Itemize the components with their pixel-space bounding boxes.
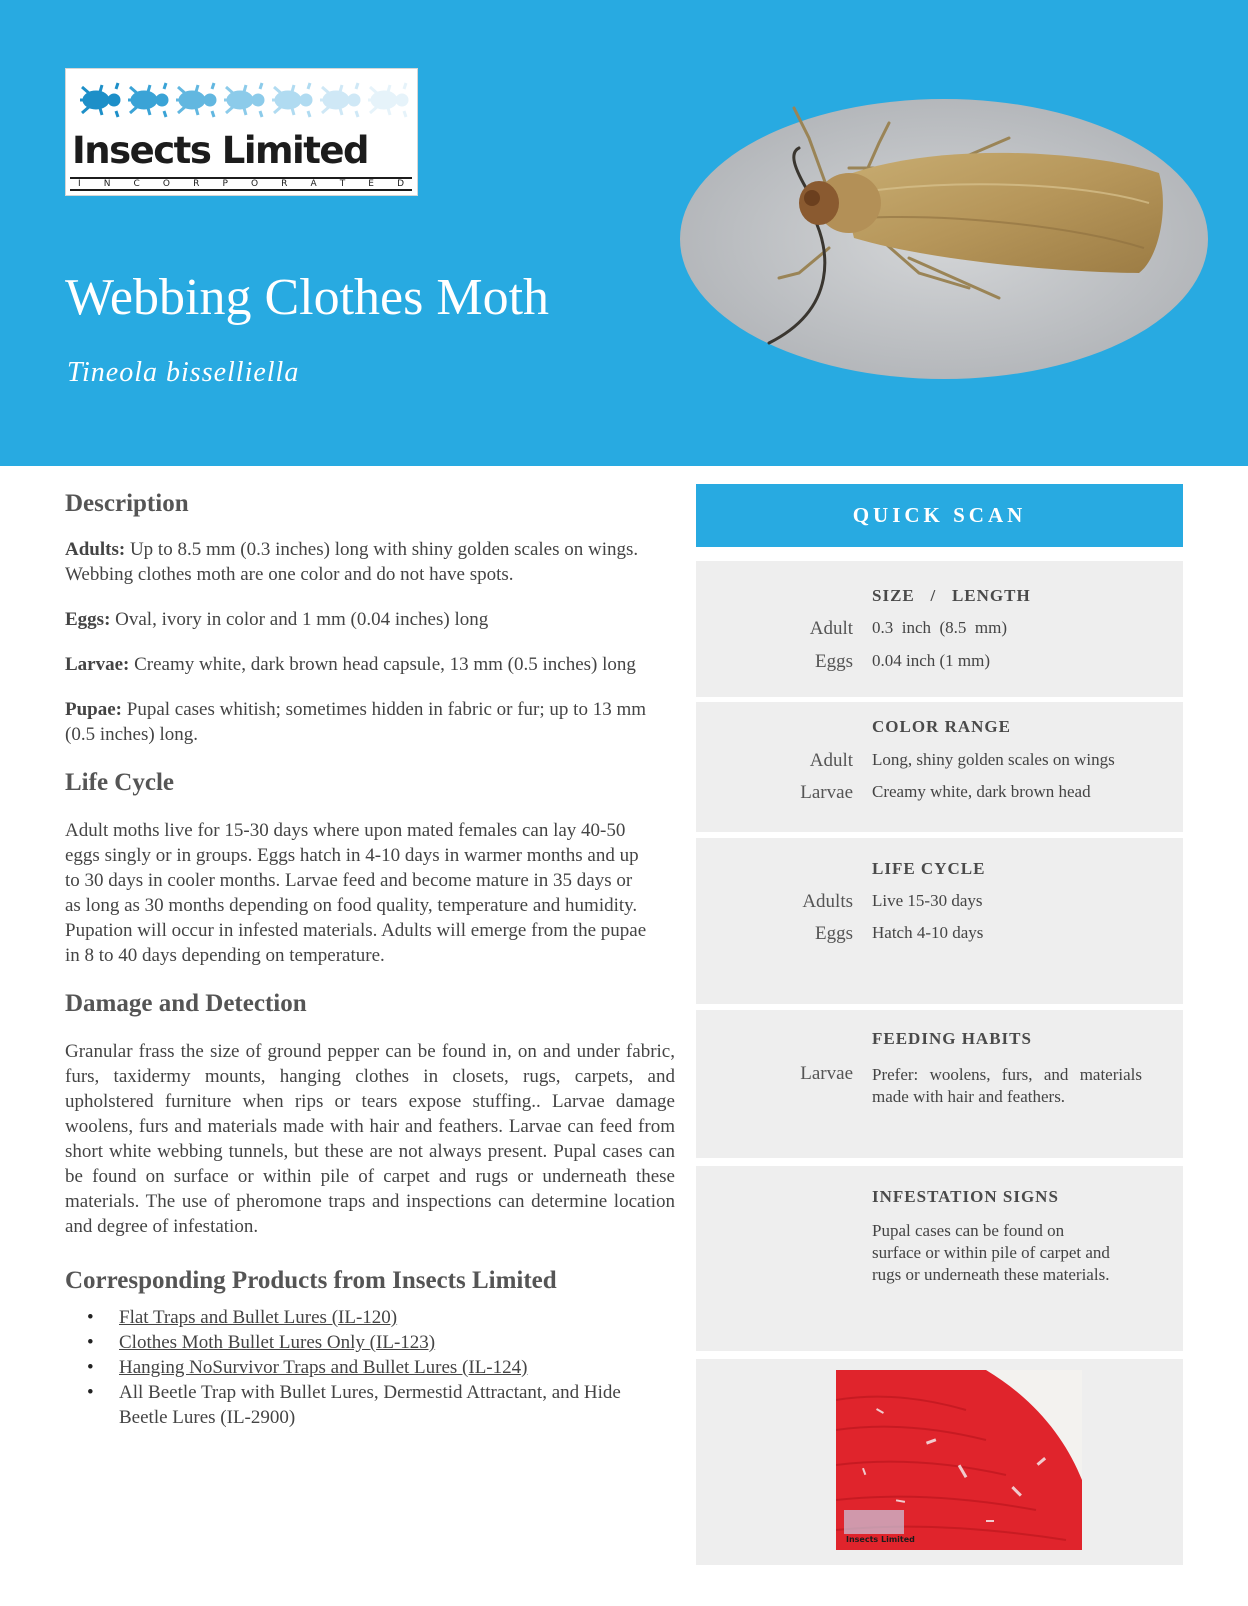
feeding-larvae-value: Prefer: woolens, furs, and materials made with hair and feathers. — [872, 1065, 1142, 1106]
product-link-il-124[interactable]: • Hanging NoSurvivor Traps and Bullet Lures (IL-124) — [65, 1355, 655, 1380]
larvae-text: Creamy white, dark brown head capsule, 13 mm (0.5 inches) long — [129, 654, 636, 675]
larvae-description — [65, 652, 675, 677]
life-cycle-qs-heading: LIFE CYCLE — [872, 859, 986, 878]
eggs-text: Oval, ivory in color and 1 mm (0.04 inches) long — [110, 609, 489, 630]
color-row-larvae — [696, 781, 1183, 807]
logo-letter: I — [78, 179, 81, 189]
color-larvae-label: Larvae — [800, 782, 853, 803]
main-content — [65, 482, 675, 1430]
pupae-label: Pupae: — [65, 699, 122, 720]
life-cycle-section — [696, 838, 1183, 1004]
size-eggs-value: 0.04 inch (1 mm) — [872, 651, 991, 670]
adults-label: Adults: — [65, 539, 126, 560]
life-row-eggs — [696, 922, 1183, 948]
life-row-adults — [696, 890, 1183, 916]
logo-letter: T — [339, 179, 346, 189]
logo-letter: O — [162, 179, 171, 189]
size-heading: SIZE / LENGTH — [872, 586, 1031, 605]
adults-description — [65, 537, 675, 587]
feeding-section — [696, 1010, 1183, 1158]
size-row-eggs — [696, 650, 1183, 676]
life-cycle-text: Adult moths live for 15-30 days where upon mated females can lay 40-50 eggs singly or in groups. Eggs hatch in 4-10 days in warmer months and up to 30 days in cooler months. Larvae feed and become mature in 35 days or as long as 30 months depending on food quality, temperature and humidity. Pupation will occur in infested materials. Adults will emerge from the pupae in 8 to 40 days depending on temperature. — [65, 820, 647, 966]
size-adult-value: 0.3 inch (8.5 mm) — [872, 618, 1008, 637]
size-adult-label: Adult — [809, 618, 853, 639]
damage-text: Granular frass the size of ground pepper can be found in, on and under fabric, furs, taxidermy mounts, hanging clothes in closets, rugs, carpets, and upholstered furniture when rips or tears expose stuffing.. Larvae damage woolens, furs and materials made with hair and feathers. Larvae can feed from short white webbing tunnels, but these are not always present. Pupal cases can be found on surface or within pile of carpet and rugs or underneath these materials. The use of pheromone traps and inspections can determine location and degree of infestation. — [65, 1041, 675, 1237]
feeding-heading: FEEDING HABITS — [872, 1029, 1032, 1048]
description-heading: Description — [65, 490, 189, 517]
pupae-description — [65, 697, 675, 747]
feeding-row-larvae — [696, 1062, 1183, 1142]
eggs-description — [65, 607, 675, 632]
infestation-section — [696, 1166, 1183, 1351]
page-title: Webbing Clothes Moth — [65, 269, 550, 326]
color-heading: COLOR RANGE — [872, 717, 1011, 736]
logo-subtitle — [70, 177, 412, 191]
size-row-adult — [696, 617, 1183, 643]
life-eggs-value: Hatch 4-10 days — [872, 923, 984, 942]
logo-wordmark: Insects Limited — [72, 129, 369, 172]
header-banner — [0, 0, 1248, 466]
adults-text: Up to 8.5 mm (0.3 inches) long with shiny golden scales on wings. Webbing clothes moth are one color and do not have spots. — [65, 539, 639, 585]
photo-watermark: Insects Limited — [846, 1535, 915, 1544]
life-eggs-label: Eggs — [815, 923, 853, 944]
logo-letter: N — [103, 179, 111, 189]
logo-letter: A — [310, 179, 317, 189]
products-list — [65, 1305, 655, 1430]
infestation-text: Pupal cases can be found on surface or within pile of carpet and rugs or underneath these materials. — [872, 1221, 1110, 1284]
logo-letter: C — [133, 179, 140, 189]
infestation-heading: INFESTATION SIGNS — [872, 1187, 1059, 1206]
feeding-larvae-label: Larvae — [800, 1063, 853, 1084]
color-adult-label: Adult — [809, 750, 853, 771]
scientific-name: Tineola bisselliella — [67, 357, 300, 388]
color-section — [696, 702, 1183, 832]
life-adults-label: Adults — [802, 891, 853, 912]
product-item-il-2900: • All Beetle Trap with Bullet Lures, Dermestid Attractant, and Hide Beetle Lures (IL-2900) — [65, 1380, 655, 1430]
color-adult-value: Long, shiny golden scales on wings — [872, 750, 1115, 769]
color-larvae-value: Creamy white, dark brown head — [872, 782, 1091, 801]
damage-heading: Damage and Detection — [65, 990, 307, 1017]
size-section — [696, 561, 1183, 697]
logo-letter: R — [193, 179, 200, 189]
life-cycle-heading: Life Cycle — [65, 769, 174, 796]
pupae-text: Pupal cases whitish; sometimes hidden in fabric or fur; up to 13 mm (0.5 inches) long. — [65, 699, 647, 745]
product-link-il-120[interactable]: • Flat Traps and Bullet Lures (IL-120) — [65, 1305, 655, 1330]
logo-letter: O — [250, 179, 259, 189]
products-heading: Corresponding Products from Insects Limited — [65, 1267, 557, 1294]
larvae-label: Larvae: — [65, 654, 130, 675]
size-eggs-label: Eggs — [815, 651, 853, 672]
company-logo — [65, 68, 418, 196]
color-row-adult — [696, 749, 1183, 775]
product-link-il-123[interactable]: • Clothes Moth Bullet Lures Only (IL-123) — [65, 1330, 655, 1355]
beetle-row-icon — [72, 77, 410, 123]
eggs-label: Eggs: — [65, 609, 111, 630]
logo-letter: R — [281, 179, 288, 189]
logo-letter: E — [368, 179, 374, 189]
logo-letter: D — [397, 179, 404, 189]
moth-photo — [679, 98, 1209, 380]
logo-letter: P — [222, 179, 228, 189]
damaged-carpet-photo — [836, 1370, 1082, 1550]
quick-scan-header: QUICK SCAN — [696, 484, 1183, 547]
life-adults-value: Live 15-30 days — [872, 891, 983, 910]
